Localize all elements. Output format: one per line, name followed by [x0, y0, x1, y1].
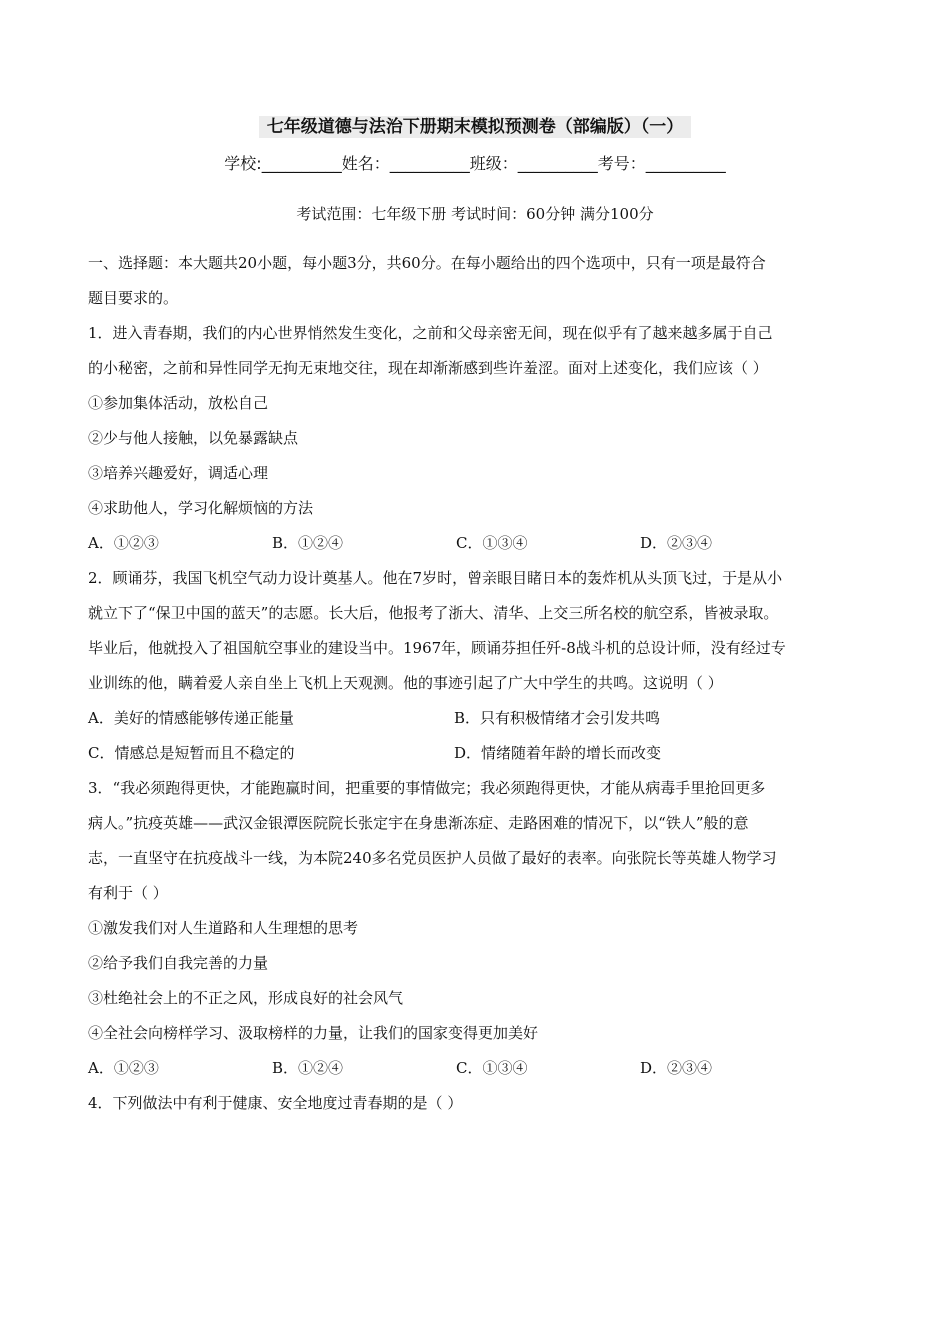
q2-stem-line1: 2．顾诵芬，我国飞机空气动力设计奠基人。他在7岁时，曾亲眼目睹日本的轰炸机从头顶飞过，于是从小 — [88, 569, 783, 587]
q1-stem-line1: 1．进入青春期，我们的内心世界悄然发生变化，之前和父母亲密无间，现在似乎有了越来越多属于自己 — [88, 324, 773, 342]
question-3 — [88, 771, 868, 1086]
q3-option-b: B．①②④ — [272, 1059, 344, 1077]
q2-stem-line2: 就立下了“保卫中国的蓝天”的志愿。长大后，他报考了浙大、清华、上交三所名校的航空系，皆被录取。 — [88, 604, 779, 622]
q2-option-d: D．情绪随着年龄的增长而改变 — [454, 744, 662, 762]
section1-heading-line1: 一、选择题：本大题共20小题，每小题3分，共60分。在每小题给出的四个选项中，只有一项是最符合 — [88, 254, 766, 272]
q2-options-row1 — [88, 701, 868, 736]
q3-stem-line3: 志，一直坚守在抗疫战斗一线，为本院240多名党员医护人员做了最好的表率。向张院长等英雄人物学习 — [88, 849, 777, 867]
q1-options — [88, 526, 868, 561]
exam-title — [0, 114, 950, 140]
question-1 — [88, 316, 868, 561]
q3-stem-line4: 有利于（ ） — [88, 884, 168, 902]
q1-item-2: ②少与他人接触，以免暴露缺点 — [88, 429, 299, 447]
section1-heading-line2: 题目要求的。 — [88, 289, 179, 307]
q1-option-c: C．①③④ — [456, 534, 528, 552]
q3-stem-line2: 病人。”抗疫英雄——武汉金银潭医院院长张定宇在身患渐冻症、走路困难的情况下，以“铁人”般的意 — [88, 814, 749, 832]
exam-scope-line: 考试范围：七年级下册 考试时间：60分钟 满分100分 — [296, 205, 654, 223]
q3-item-2: ②给予我们自我完善的力量 — [88, 954, 269, 972]
question-2 — [88, 561, 868, 771]
q2-option-b: B．只有积极情绪才会引发共鸣 — [454, 709, 661, 727]
q3-option-d: D．②③④ — [640, 1059, 713, 1077]
question-4 — [88, 1086, 868, 1121]
q3-option-c: C．①③④ — [456, 1059, 528, 1077]
q2-option-a: A．美好的情感能够传递正能量 — [88, 709, 294, 727]
q1-item-3: ③培养兴趣爱好，调适心理 — [88, 464, 269, 482]
q1-option-a: A．①②③ — [88, 534, 159, 552]
exam-title-text: 七年级道德与法治下册期末模拟预测卷（部编版）（一） — [259, 116, 692, 138]
q1-option-b: B．①②④ — [272, 534, 344, 552]
q3-item-4: ④全社会向榜样学习、汲取榜样的力量，让我们的国家变得更加美好 — [88, 1024, 539, 1042]
q2-stem-line3: 毕业后，他就投入了祖国航空事业的建设当中。1967年，顾诵芬担任歼-8战斗机的总设计师，没有经过专 — [88, 639, 786, 657]
q2-stem-line4: 业训练的他，瞒着爱人亲自坐上飞机上天观测。他的事迹引起了广大中学生的共鸣。这说明（ ） — [88, 674, 723, 692]
exam-body — [88, 246, 868, 1121]
q3-stem-line1: 3．“我必须跑得更快，才能跑赢时间，把重要的事情做完；我必须跑得更快，才能从病毒手里抢回更多 — [88, 779, 766, 797]
q1-item-4: ④求助他人，学习化解烦恼的方法 — [88, 499, 314, 517]
q4-stem-line1: 4．下列做法中有利于健康、安全地度过青春期的是（ ） — [88, 1094, 463, 1112]
q3-item-1: ①激发我们对人生道路和人生理想的思考 — [88, 919, 359, 937]
student-info-line: 学校:__________姓名：__________班级：__________考号：__________ — [224, 154, 726, 173]
q3-item-3: ③杜绝社会上的不正之风，形成良好的社会风气 — [88, 989, 404, 1007]
q3-options — [88, 1051, 868, 1086]
q1-item-1: ①参加集体活动，放松自己 — [88, 394, 269, 412]
q2-option-c: C．情感总是短暂而且不稳定的 — [88, 744, 295, 762]
q2-options-row2 — [88, 736, 868, 771]
q3-option-a: A．①②③ — [88, 1059, 159, 1077]
q1-option-d: D．②③④ — [640, 534, 713, 552]
q1-stem-line2: 的小秘密，之前和异性同学无拘无束地交往，现在却渐渐感到些许羞涩。面对上述变化，我们应该（ ） — [88, 359, 768, 377]
